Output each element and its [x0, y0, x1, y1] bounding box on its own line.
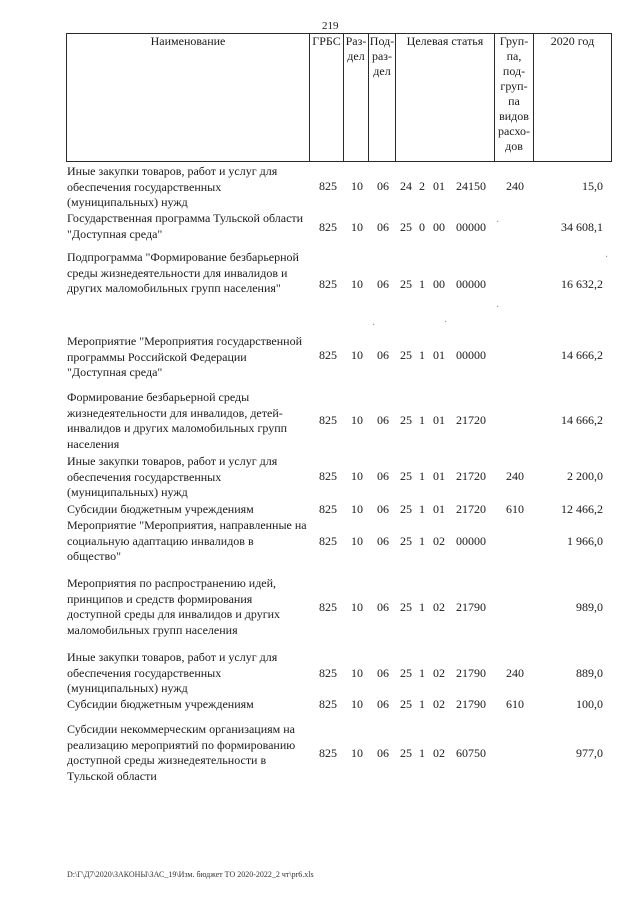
row-target-event: 01	[433, 413, 445, 427]
row-expense-type: 610	[506, 502, 524, 516]
row-name: Формирование безбарьерной среды жизнедеятельности для инвалидов, детей-инвалидов и других маломобильных групп населения	[67, 390, 288, 451]
row-razdel: 10	[351, 502, 363, 516]
row-name: Мероприятие "Мероприятия государственной программы Российской Федерации "Доступная среда"	[67, 334, 303, 379]
row-razdel: 10	[351, 697, 363, 711]
row-target-direction: 00000	[456, 277, 486, 291]
row-grbs: 825	[319, 413, 337, 427]
row-target-direction: 21720	[456, 413, 486, 427]
row-razdel: 10	[351, 179, 363, 193]
scan-speck: ·	[605, 252, 609, 263]
row-target-program: 25	[400, 666, 412, 680]
row-razdel: 10	[351, 666, 363, 680]
scan-speck: ·	[496, 217, 500, 228]
row-target-direction: 24150	[456, 179, 486, 193]
row-target-event: 02	[433, 534, 445, 548]
row-target-event: 02	[433, 600, 445, 614]
header-year: 2020 год	[550, 34, 595, 48]
row-target-subprogram: 1	[419, 746, 425, 760]
row-name: Субсидии некоммерческим организациям на реализацию мероприятий по формированию доступной среды жизнедеятельности в Тульской области	[67, 722, 296, 783]
row-amount: 14 666,2	[561, 413, 603, 427]
row-target-event: 02	[433, 666, 445, 680]
row-grbs: 825	[319, 277, 337, 291]
row-target-program: 25	[400, 469, 412, 483]
row-grbs: 825	[319, 600, 337, 614]
row-target-program: 25	[400, 697, 412, 711]
row-target-event: 02	[433, 746, 445, 760]
row-target-subprogram: 1	[419, 534, 425, 548]
row-target-program: 25	[400, 348, 412, 362]
row-podrazdel: 06	[377, 502, 389, 516]
row-podrazdel: 06	[377, 277, 389, 291]
row-grbs: 825	[319, 534, 337, 548]
row-name: Мероприятие "Мероприятия, направленные на социальную адаптацию инвалидов в общество"	[67, 518, 307, 563]
row-grbs: 825	[319, 746, 337, 760]
row-target-program: 25	[400, 600, 412, 614]
row-target-subprogram: 2	[419, 179, 425, 193]
row-target-subprogram: 1	[419, 697, 425, 711]
row-target-subprogram: 1	[419, 348, 425, 362]
row-name: Государственная программа Тульской области "Доступная среда"	[67, 211, 304, 241]
row-target-subprogram: 1	[419, 666, 425, 680]
row-target-direction: 60750	[456, 746, 486, 760]
row-expense-type: 240	[506, 179, 524, 193]
row-target-program: 25	[400, 534, 412, 548]
row-amount: 14 666,2	[561, 348, 603, 362]
row-amount: 1 966,0	[567, 534, 603, 548]
row-target-event: 00	[433, 277, 445, 291]
row-name: Иные закупки товаров, работ и услуг для обеспечения государственных (муниципальных) нужд	[67, 454, 278, 499]
row-grbs: 825	[319, 179, 337, 193]
row-target-subprogram: 1	[419, 277, 425, 291]
row-razdel: 10	[351, 534, 363, 548]
row-amount: 100,0	[576, 697, 603, 711]
scan-speck: ·	[444, 317, 448, 328]
row-target-subprogram: 1	[419, 469, 425, 483]
row-name: Субсидии бюджетным учреждениям	[67, 502, 254, 516]
row-amount: 889,0	[576, 666, 603, 680]
row-target-program: 25	[400, 277, 412, 291]
row-razdel: 10	[351, 413, 363, 427]
row-target-subprogram: 1	[419, 413, 425, 427]
row-target-direction: 00000	[456, 534, 486, 548]
row-podrazdel: 06	[377, 220, 389, 234]
row-podrazdel: 06	[377, 534, 389, 548]
header-podrazdel: Под- раз- дел	[369, 34, 395, 78]
row-target-direction: 21720	[456, 502, 486, 516]
row-podrazdel: 06	[377, 469, 389, 483]
header-target: Целевая статья	[406, 34, 484, 48]
row-podrazdel: 06	[377, 666, 389, 680]
row-target-event: 01	[433, 502, 445, 516]
row-podrazdel: 06	[377, 600, 389, 614]
row-target-direction: 21790	[456, 600, 486, 614]
row-target-direction: 21790	[456, 697, 486, 711]
row-target-program: 24	[400, 179, 412, 193]
header-razdel: Раз- дел	[345, 34, 367, 63]
row-amount: 34 608,1	[561, 220, 603, 234]
header-grbs: ГРБС	[312, 34, 341, 48]
row-name: Иные закупки товаров, работ и услуг для обеспечения государственных (муниципальных) нужд	[67, 650, 278, 695]
row-expense-type: 610	[506, 697, 524, 711]
row-target-subprogram: 0	[419, 220, 425, 234]
row-amount: 12 466,2	[561, 502, 603, 516]
row-grbs: 825	[319, 469, 337, 483]
row-grbs: 825	[319, 348, 337, 362]
row-podrazdel: 06	[377, 413, 389, 427]
row-name: Иные закупки товаров, работ и услуг для обеспечения государственных (муниципальных) нужд	[67, 164, 278, 209]
page-number: 219	[322, 20, 339, 32]
row-target-direction: 00000	[456, 220, 486, 234]
header-group: Груп- па, под- груп- па видов расхо- дов	[497, 34, 531, 153]
file-path-footer: D:\Г\Д7\2020\ЗАКОНЫ\ЗАС_19\Изм. бюджет ТО 2020-2022_2 чт\pr6.xls	[67, 870, 314, 879]
row-target-event: 01	[433, 348, 445, 362]
row-razdel: 10	[351, 277, 363, 291]
row-amount: 989,0	[576, 600, 603, 614]
row-target-event: 01	[433, 469, 445, 483]
row-grbs: 825	[319, 666, 337, 680]
row-podrazdel: 06	[377, 746, 389, 760]
row-target-program: 25	[400, 502, 412, 516]
row-target-direction: 21720	[456, 469, 486, 483]
row-target-program: 25	[400, 746, 412, 760]
row-razdel: 10	[351, 600, 363, 614]
scan-speck: ·	[372, 320, 376, 331]
row-target-direction: 00000	[456, 348, 486, 362]
row-target-program: 25	[400, 220, 412, 234]
row-grbs: 825	[319, 502, 337, 516]
row-name: Субсидии бюджетным учреждениям	[67, 697, 254, 711]
row-name: Подпрограмма "Формирование безбарьерной среды жизнедеятельности для инвалидов и других маломобильных групп населения"	[67, 250, 299, 295]
row-amount: 977,0	[576, 746, 603, 760]
row-target-event: 01	[433, 179, 445, 193]
row-razdel: 10	[351, 348, 363, 362]
row-amount: 16 632,2	[561, 277, 603, 291]
row-target-subprogram: 1	[419, 502, 425, 516]
row-amount: 2 200,0	[567, 469, 603, 483]
row-target-program: 25	[400, 413, 412, 427]
row-podrazdel: 06	[377, 348, 389, 362]
row-target-direction: 21790	[456, 666, 486, 680]
row-amount: 15,0	[582, 179, 603, 193]
row-grbs: 825	[319, 220, 337, 234]
row-podrazdel: 06	[377, 697, 389, 711]
row-expense-type: 240	[506, 666, 524, 680]
row-target-subprogram: 1	[419, 600, 425, 614]
row-name: Мероприятия по распространению идей, принципов и средств формирования доступной среды для инвалидов и других маломобильных групп населения	[67, 576, 281, 637]
row-grbs: 825	[319, 697, 337, 711]
row-target-event: 02	[433, 697, 445, 711]
row-razdel: 10	[351, 220, 363, 234]
row-razdel: 10	[351, 469, 363, 483]
row-razdel: 10	[351, 746, 363, 760]
header-name: Наименование	[150, 34, 226, 48]
row-podrazdel: 06	[377, 179, 389, 193]
row-expense-type: 240	[506, 469, 524, 483]
row-target-event: 00	[433, 220, 445, 234]
scan-speck: ·	[496, 302, 500, 313]
